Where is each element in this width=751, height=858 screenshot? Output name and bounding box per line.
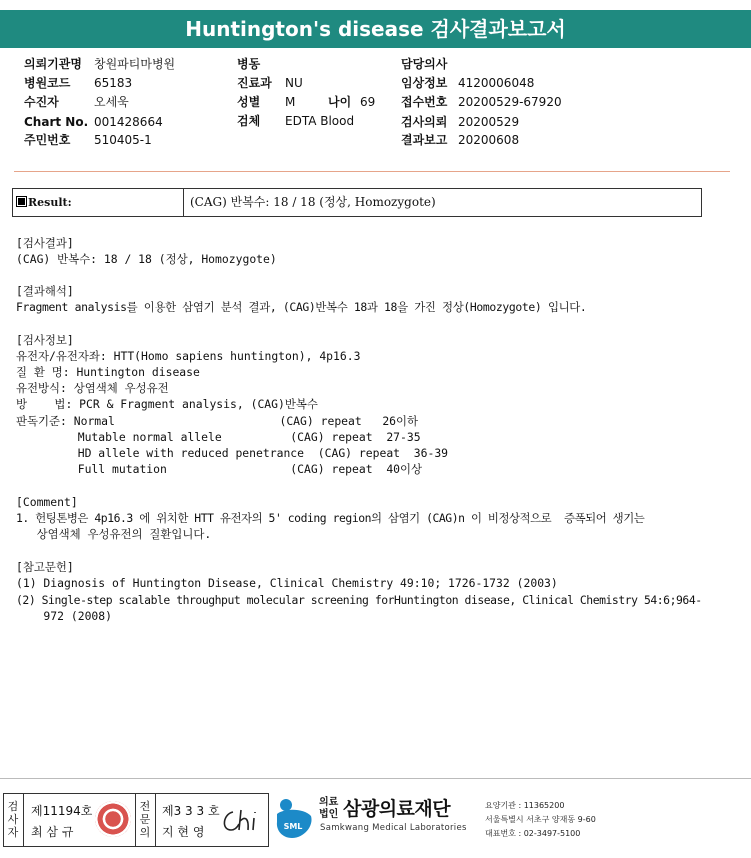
report-line: [검사결과]: [16, 236, 74, 250]
box-divider: [155, 794, 156, 846]
specialist-label: 전 문 의: [139, 800, 151, 839]
info-hospital-code: 병원코드 65183: [24, 76, 133, 90]
info-sex: 성별 M: [237, 95, 296, 109]
info-specimen: 검체 EDTA Blood: [237, 114, 355, 128]
result-value: (CAG) 반복수: 18 / 18 (정상, Homozygote): [190, 195, 436, 209]
result-summary-box: [12, 188, 702, 217]
corp-name-english: Samkwang Medical Laboratories: [320, 823, 467, 833]
box-divider: [23, 794, 24, 846]
report-line: (1) Diagnosis of Huntington Disease, Clinical Chemistry 49:10; 1726-1732 (2003): [16, 576, 558, 590]
info-chart-no: Chart No. 001428664: [24, 115, 163, 129]
report-line: 972 (2008): [16, 609, 113, 623]
report-line: 판독기준: Normal (CAG) repeat 26이하: [16, 414, 419, 428]
result-label-cell: [13, 189, 184, 216]
sml-logo-icon: [274, 796, 314, 840]
result-label: Result:: [28, 196, 72, 209]
box-divider: [135, 794, 136, 846]
report-line: Fragment analysis를 이용한 삼염기 분석 결과, (CAG)반복수 18과 18을 가진 정상(Homozygote) 입니다.: [16, 300, 587, 314]
corp-name: 삼광의료재단: [343, 798, 451, 820]
info-patient-name: 수진자 오세욱: [24, 95, 129, 109]
info-physician: 담당의사: [401, 57, 448, 71]
report-line: [Comment]: [16, 495, 78, 509]
report-line: 유전자/유전자좌: HTT(Homo sapiens huntington), 4p16.3: [16, 349, 361, 363]
specialist-name: 지 현 영: [162, 825, 205, 839]
specialist-license-no: 제3 3 3 호: [162, 804, 220, 818]
report-line: Full mutation (CAG) repeat 40이상: [16, 462, 423, 476]
corp-contact: 요양기관 : 11365200 서울특별시 서초구 양재동 9-60 대표번호 : 02-3497-5100: [485, 801, 596, 838]
report-line: (CAG) 반복수: 18 / 18 (정상, Homozygote): [16, 252, 277, 266]
report-line: 상염색체 우성유전의 질환입니다.: [16, 527, 212, 541]
report-line: 방 법: PCR & Fragment analysis, (CAG)반복수: [16, 397, 318, 411]
report-line: 질 환 명: Huntington disease: [16, 365, 200, 379]
report-line: HD allele with reduced penetrance (CAG) repeat 36-39: [16, 446, 449, 460]
report-line: [검사정보]: [16, 333, 74, 347]
report-line: 유전방식: 상염색체 우성유전: [16, 381, 169, 395]
signature-box: [3, 793, 269, 847]
checkbox-icon: [16, 196, 27, 207]
examiner-label: 검 사 자: [7, 800, 19, 839]
examiner-license-no: 제11194호: [31, 804, 93, 818]
report-line: [결과해석]: [16, 284, 74, 298]
svg-text:SML: SML: [283, 822, 303, 831]
examiner-name: 최 삼 규: [31, 825, 74, 839]
report-line: 1. 헌팅톤병은 4p16.3 에 위치한 HTT 유전자의 5' coding region의 삼염기 (CAG)n 이 비정상적으로 증폭되어 생기는: [16, 511, 645, 525]
report-title: Huntington's disease 검사결과보고서: [0, 10, 751, 48]
report-line: (2) Single-step scalable throughput molecular screening forHuntington disease, Clinical Chemistry 54:6;964-: [16, 593, 702, 607]
info-ward: 병동: [237, 57, 261, 71]
info-clinical-info: 임상정보 4120006048: [401, 76, 535, 90]
info-resident-no: 주민번호 510405-1: [24, 133, 152, 147]
corp-prefix: 의료 법인: [319, 797, 339, 820]
report-line: [참고문헌]: [16, 560, 74, 574]
footer-divider: [0, 778, 751, 779]
info-request-date: 검사의뢰 20200529: [401, 115, 520, 129]
signature-icon: [219, 806, 263, 836]
info-age: 나이 69: [328, 95, 376, 109]
info-receipt-no: 접수번호 20200529-67920: [401, 95, 562, 109]
info-department: 진료과 NU: [237, 76, 303, 90]
section-divider: [14, 171, 730, 172]
report-line: Mutable normal allele (CAG) repeat 27-35: [16, 430, 421, 444]
info-requesting-institution: 의뢰기관명 창원파티마병원: [24, 57, 176, 71]
red-seal-stamp: [95, 801, 131, 837]
info-report-date: 결과보고 20200608: [401, 133, 520, 147]
